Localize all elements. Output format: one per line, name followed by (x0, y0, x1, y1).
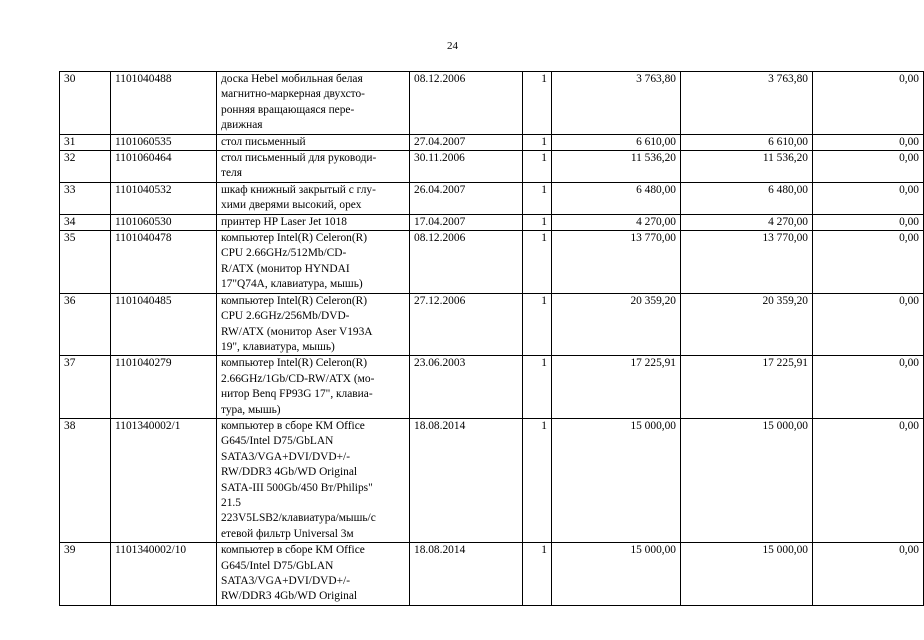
row-number-cell: 39 (60, 543, 111, 606)
row-number-cell: 33 (60, 182, 111, 214)
initial-cost-cell: 13 770,00 (552, 231, 681, 294)
item-name-cell: стол письменный для руководи- теля (217, 151, 410, 183)
depreciation-cell: 20 359,20 (681, 293, 813, 356)
quantity-cell: 1 (523, 418, 552, 542)
item-name-cell: компьютер в сборе КМ Office G645/Intel D75/GbLAN SATA3/VGA+DVI/DVD+/- RW/DDR3 4Gb/WD Original SATA-III 500Gb/450 Вт/Philips" 21.5 223V5LSB2/клавиатура/мышь/с етевой фильтр Universal 3м (217, 418, 410, 542)
acquisition-date-cell: 30.11.2006 (410, 151, 523, 183)
item-name-cell: компьютер в сборе КМ Office G645/Intel D75/GbLAN SATA3/VGA+DVI/DVD+/- RW/DDR3 4Gb/WD Original (217, 543, 410, 606)
quantity-cell: 1 (523, 182, 552, 214)
residual-value-cell: 0,00 (813, 293, 924, 356)
acquisition-date-cell: 08.12.2006 (410, 72, 523, 135)
inventory-number-cell: 1101040279 (111, 356, 217, 419)
quantity-cell: 1 (523, 72, 552, 135)
acquisition-date-cell: 18.08.2014 (410, 543, 523, 606)
initial-cost-cell: 6 480,00 (552, 182, 681, 214)
item-name-cell: доска Hebel мобильная белая магнитно-маркерная двухсто- ронняя вращающаяся пере- движная (217, 72, 410, 135)
item-name-cell: компьютер Intel(R) Celeron(R) 2.66GHz/1Gb/CD-RW/ATX (мо- нитор Benq FP93G 17", клавиа- тура, мышь) (217, 356, 410, 419)
initial-cost-cell: 3 763,80 (552, 72, 681, 135)
residual-value-cell: 0,00 (813, 182, 924, 214)
table-row (60, 356, 924, 419)
inventory-number-cell: 1101040485 (111, 293, 217, 356)
item-name-cell: компьютер Intel(R) Celeron(R) CPU 2.6GHz/256Mb/DVD- RW/ATX (монитор Aser V193A 19", клавиатура, мышь) (217, 293, 410, 356)
depreciation-cell: 13 770,00 (681, 231, 813, 294)
residual-value-cell: 0,00 (813, 134, 924, 150)
row-number-cell: 36 (60, 293, 111, 356)
quantity-cell: 1 (523, 214, 552, 230)
residual-value-cell: 0,00 (813, 151, 924, 183)
depreciation-cell: 15 000,00 (681, 418, 813, 542)
depreciation-cell: 17 225,91 (681, 356, 813, 419)
quantity-cell: 1 (523, 134, 552, 150)
initial-cost-cell: 15 000,00 (552, 543, 681, 606)
inventory-table (59, 71, 924, 606)
acquisition-date-cell: 27.12.2006 (410, 293, 523, 356)
depreciation-cell: 15 000,00 (681, 543, 813, 606)
initial-cost-cell: 15 000,00 (552, 418, 681, 542)
inventory-table-body (60, 72, 924, 606)
acquisition-date-cell: 18.08.2014 (410, 418, 523, 542)
acquisition-date-cell: 26.04.2007 (410, 182, 523, 214)
quantity-cell: 1 (523, 293, 552, 356)
item-name-cell: компьютер Intel(R) Celeron(R) CPU 2.66GHz/512Mb/CD- R/ATX (монитор HYNDAI 17"Q74A, клавиатура, мышь) (217, 231, 410, 294)
page-number: 24 (447, 40, 458, 52)
inventory-number-cell: 1101060530 (111, 214, 217, 230)
row-number-cell: 35 (60, 231, 111, 294)
residual-value-cell: 0,00 (813, 418, 924, 542)
table-row (60, 293, 924, 356)
residual-value-cell: 0,00 (813, 231, 924, 294)
inventory-number-cell: 1101040488 (111, 72, 217, 135)
table-row (60, 231, 924, 294)
residual-value-cell: 0,00 (813, 356, 924, 419)
inventory-number-cell: 1101060464 (111, 151, 217, 183)
row-number-cell: 34 (60, 214, 111, 230)
row-number-cell: 30 (60, 72, 111, 135)
row-number-cell: 38 (60, 418, 111, 542)
initial-cost-cell: 20 359,20 (552, 293, 681, 356)
inventory-number-cell: 1101040532 (111, 182, 217, 214)
initial-cost-cell: 6 610,00 (552, 134, 681, 150)
depreciation-cell: 6 610,00 (681, 134, 813, 150)
item-name-cell: принтер HP Laser Jet 1018 (217, 214, 410, 230)
initial-cost-cell: 17 225,91 (552, 356, 681, 419)
depreciation-cell: 4 270,00 (681, 214, 813, 230)
quantity-cell: 1 (523, 151, 552, 183)
quantity-cell: 1 (523, 543, 552, 606)
initial-cost-cell: 4 270,00 (552, 214, 681, 230)
row-number-cell: 31 (60, 134, 111, 150)
item-name-cell: стол письменный (217, 134, 410, 150)
row-number-cell: 37 (60, 356, 111, 419)
residual-value-cell: 0,00 (813, 214, 924, 230)
depreciation-cell: 11 536,20 (681, 151, 813, 183)
row-number-cell: 32 (60, 151, 111, 183)
table-row (60, 151, 924, 183)
acquisition-date-cell: 23.06.2003 (410, 356, 523, 419)
table-row (60, 72, 924, 135)
table-row (60, 182, 924, 214)
depreciation-cell: 6 480,00 (681, 182, 813, 214)
acquisition-date-cell: 27.04.2007 (410, 134, 523, 150)
depreciation-cell: 3 763,80 (681, 72, 813, 135)
quantity-cell: 1 (523, 356, 552, 419)
initial-cost-cell: 11 536,20 (552, 151, 681, 183)
acquisition-date-cell: 17.04.2007 (410, 214, 523, 230)
quantity-cell: 1 (523, 231, 552, 294)
table-row (60, 418, 924, 542)
inventory-number-cell: 1101340002/1 (111, 418, 217, 542)
table-row (60, 214, 924, 230)
inventory-number-cell: 1101340002/10 (111, 543, 217, 606)
table-row (60, 134, 924, 150)
acquisition-date-cell: 08.12.2006 (410, 231, 523, 294)
inventory-number-cell: 1101060535 (111, 134, 217, 150)
item-name-cell: шкаф книжный закрытый с глу- хими дверями высокий, орех (217, 182, 410, 214)
residual-value-cell: 0,00 (813, 543, 924, 606)
inventory-number-cell: 1101040478 (111, 231, 217, 294)
table-row (60, 543, 924, 606)
residual-value-cell: 0,00 (813, 72, 924, 135)
